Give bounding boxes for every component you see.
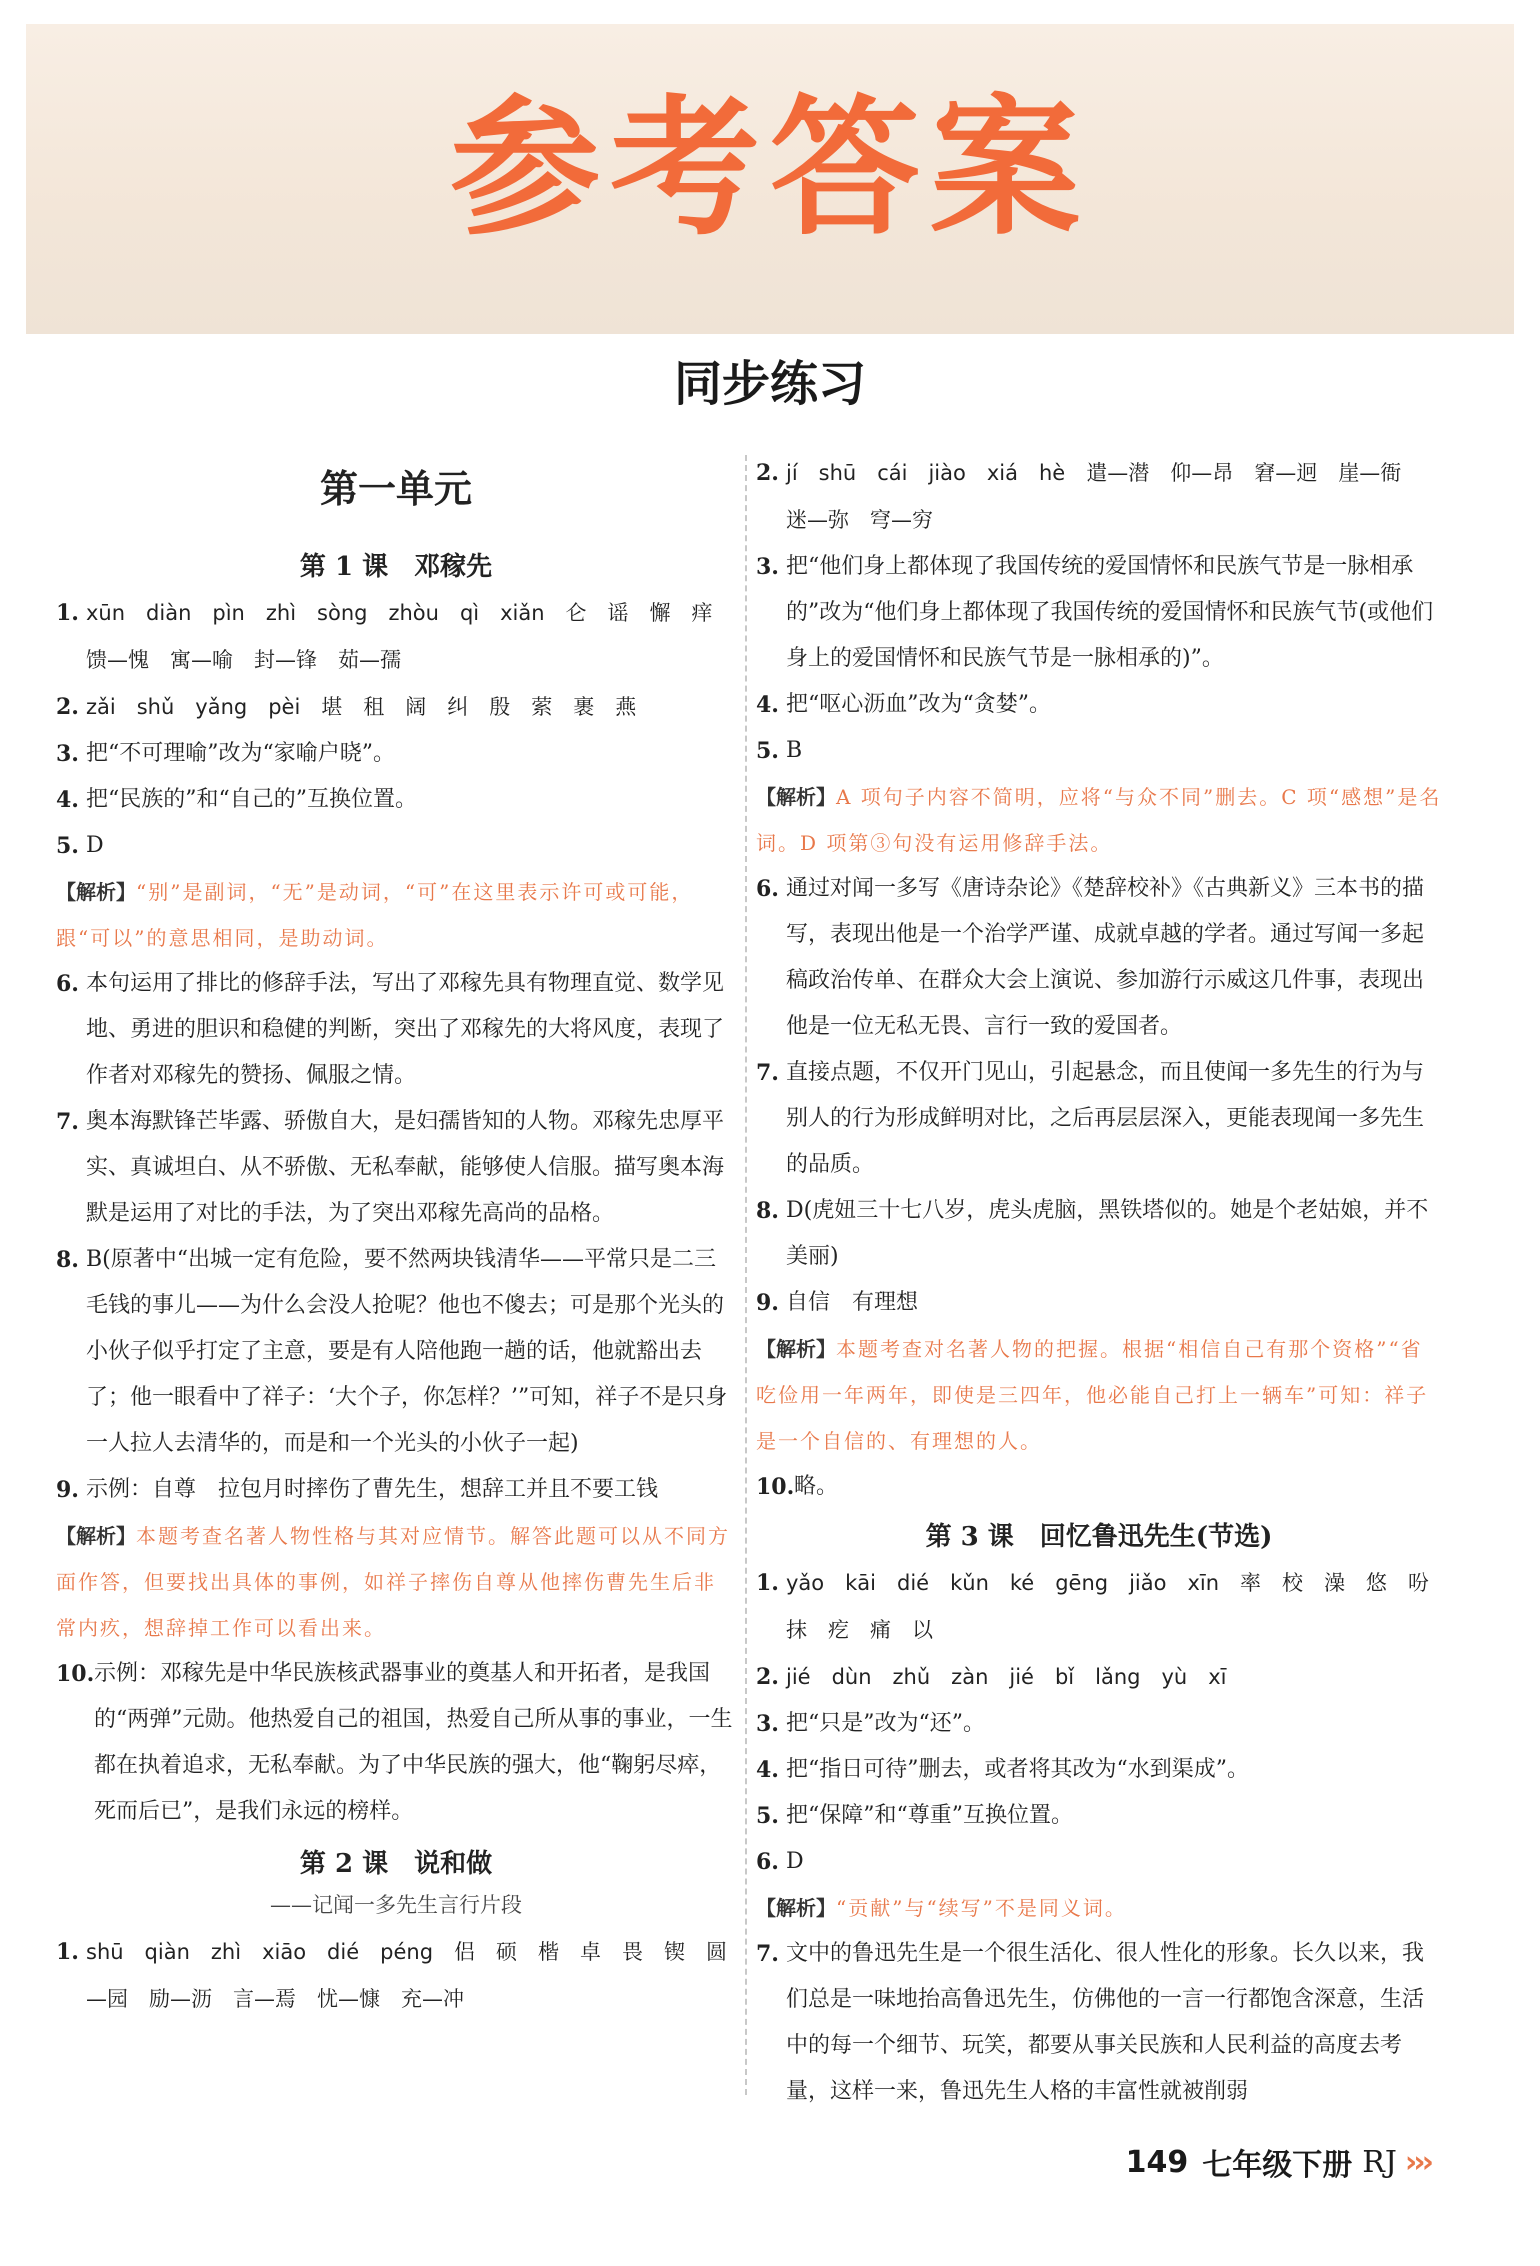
item-text: 本句运用了排比的修辞手法，写出了邓稼先具有物理直觉、数学见地、勇进的胆识和稳健的判断，突出了邓稼先的大将风度，表现了作者对邓稼先的赞扬、佩服之情。	[86, 971, 725, 1088]
right-column	[756, 450, 1451, 2115]
item-text: shū qiàn zhì xiāo dié péng 侣 硕 楷 卓 畏 锲 圆—园 励—沥 言—焉 忧—慷 充—冲	[86, 1940, 728, 2011]
section-title: 同步练习	[673, 356, 866, 412]
item-number: 6.	[756, 1849, 779, 1875]
answer-item	[756, 1654, 1442, 1701]
item-text: 把“保障”和“尊重”互换位置。	[786, 1803, 1073, 1828]
item-number: 2.	[56, 694, 79, 720]
answer-item	[56, 961, 736, 1099]
answer-item	[56, 777, 736, 823]
answer-item	[756, 866, 1442, 1050]
item-number: 9.	[756, 1290, 779, 1316]
answer-item	[56, 823, 736, 869]
item-number: 6.	[756, 876, 779, 902]
lesson-subtitle-2: ——记闻一多先生言行片段	[270, 1893, 522, 1917]
item-number: 8.	[756, 1198, 779, 1224]
answer-item	[756, 1839, 1442, 1885]
answer-item	[56, 1467, 736, 1513]
item-text: 自信 有理想	[786, 1290, 919, 1315]
answer-item	[756, 728, 1442, 774]
analysis-text: “贡献”与“续写”不是同义词。	[836, 1896, 1127, 1920]
item-text: D	[786, 1849, 804, 1874]
answer-item	[56, 684, 736, 731]
item-number: 7.	[756, 1941, 779, 1967]
analysis-text: 本题考查名著人物性格与其对应情节。解答此题可以从不同方面作答，但要找出具体的事例，如祥子摔伤自尊从他摔伤曹先生后非常内疚，想辞掉工作可以看出来。	[56, 1524, 730, 1640]
item-number: 1.	[56, 600, 79, 626]
item-text: 把“民族的”和“自己的”互换位置。	[86, 787, 417, 812]
item-number: 7.	[56, 1109, 79, 1135]
item-number: 4.	[756, 1757, 779, 1783]
item-number: 8.	[56, 1247, 79, 1273]
item-number: 5.	[56, 833, 79, 859]
item-number: 6.	[56, 971, 79, 997]
answer-item	[756, 1701, 1442, 1747]
item-text: 示例：自尊 拉包月时摔伤了曹先生，想辞工并且不要工钱	[86, 1477, 659, 1502]
lesson-title-1: 第 1 课 邓稼先	[299, 552, 493, 582]
item-text: yǎo kāi dié kǔn ké gēng jiǎo xīn 率 校 澡 悠 吩 抹 疙 痛 以	[786, 1571, 1451, 1642]
answer-item	[56, 1929, 736, 2023]
analysis-label: 【解析】	[756, 1896, 836, 1920]
item-number: 1.	[56, 1939, 79, 1965]
item-text: D(虎妞三十七八岁，虎头虎脑，黑铁塔似的。她是个老姑娘，并不美丽)	[786, 1198, 1429, 1269]
lesson-title-3: 第 3 课 回忆鲁迅先生(节选)	[925, 1522, 1273, 1552]
item-number: 3.	[56, 741, 79, 767]
analysis-text: A 项句子内容不简明，应将“与众不同”删去。C 项“感想”是名词。D 项第③句没有运用修辞手法。	[756, 785, 1442, 855]
item-number: 9.	[56, 1477, 79, 1503]
item-number: 5.	[756, 1803, 779, 1829]
item-number: 1.	[756, 1570, 779, 1596]
analysis-label: 【解析】	[756, 785, 836, 809]
item-text: 奥本海默锋芒毕露、骄傲自大，是妇孺皆知的人物。邓稼先忠厚平实、真诚坦白、从不骄傲、无私奉献，能够使人信服。描写奥本海默是运用了对比的手法，为了突出邓稼先高尚的品格。	[86, 1109, 725, 1226]
item-text: B	[786, 738, 803, 763]
analysis-note	[56, 869, 736, 961]
answer-item	[56, 1651, 736, 1835]
answer-item	[756, 682, 1442, 728]
answer-item	[56, 1237, 736, 1467]
item-number: 7.	[756, 1060, 779, 1086]
item-text: 示例：邓稼先是中华民族核武器事业的奠基人和开拓者，是我国的“两弹”元勋。他热爱自己的祖国，热爱自己所从事的事业，一生都在执着追求，无私奉献。为了中华民族的强大，他“鞠躬尽瘁，死而后已”，是我们永远的榜样。	[94, 1661, 733, 1824]
item-text: 把“只是”改为“还”。	[786, 1711, 985, 1736]
item-text: 把“呕心沥血”改为“贪婪”。	[786, 692, 1051, 717]
answer-item	[56, 1099, 736, 1237]
analysis-label: 【解析】	[56, 1524, 136, 1548]
lesson-title-2: 第 2 课 说和做	[299, 1849, 493, 1879]
item-number: 4.	[756, 692, 779, 718]
page-number: 149	[1125, 2144, 1189, 2180]
item-text: 文中的鲁迅先生是一个很生活化、很人性化的形象。长久以来，我们总是一味地抬高鲁迅先生，仿佛他的一言一行都饱含深意，生活中的每一个细节、玩笑，都要从事关民族和人民利益的高度去考量，这样一来，鲁迅先生人格的丰富性就被削弱	[786, 1941, 1425, 2104]
analysis-label: 【解析】	[56, 880, 136, 904]
answer-item	[756, 450, 1442, 544]
item-text: 把“指日可待”删去，或者将其改为“水到渠成”。	[786, 1757, 1249, 1782]
header-banner	[26, 24, 1514, 334]
item-text: jí shū cái jiào xiá hè 遣—潜 仰—昂 窘—迥 崖—衙 迷—弥 穹—穷	[786, 461, 1423, 532]
analysis-text: 本题考查对名著人物的把握。根据“相信自己有那个资格”“省吃俭用一年两年，即使是三四年，他必能自己打上一辆车”可知：祥子是一个自信的、有理想的人。	[756, 1337, 1429, 1453]
item-number: 2.	[756, 1664, 779, 1690]
column-divider	[745, 455, 747, 2095]
answer-item	[756, 544, 1442, 682]
item-text: 把“他们身上都体现了我国传统的爱国情怀和民族气节是一脉相承的”改为“他们身上都体现了我国传统的爱国情怀和民族气节(或他们身上的爱国情怀和民族气节是一脉相承的)”。	[786, 554, 1434, 671]
item-number: 10.	[56, 1661, 95, 1687]
banner-title: 参考答案	[449, 82, 1090, 256]
item-number: 10.	[756, 1474, 795, 1500]
item-text: 直接点题，不仅开门见山，引起悬念，而且使闻一多先生的行为与别人的行为形成鲜明对比，之后再层层深入，更能表现闻一多先生的品质。	[786, 1060, 1425, 1177]
item-text: 略。	[794, 1474, 839, 1499]
page-footer	[1126, 2140, 1430, 2184]
analysis-note	[56, 1513, 736, 1651]
left-column	[56, 450, 736, 2023]
item-number: 4.	[56, 787, 79, 813]
item-number: 5.	[756, 738, 779, 764]
item-number: 3.	[756, 1711, 779, 1737]
item-text: zǎi shǔ yǎng pèi 堪 租 阔 纠 殷 萦 裹 燕	[86, 695, 637, 719]
item-text: jié dùn zhǔ zàn jié bǐ lǎng yù xī	[786, 1665, 1227, 1689]
answer-item	[756, 1050, 1442, 1188]
item-text: xūn diàn pìn zhì sòng zhòu qì xiǎn 仑 谣 懈 痒 馈—愧 寓—喻 封—锋 茹—孺	[86, 601, 734, 672]
analysis-note	[756, 1326, 1442, 1464]
book-name: 七年级下册	[1202, 2148, 1353, 2183]
answer-item	[56, 731, 736, 777]
analysis-note	[756, 1885, 1442, 1931]
answer-item	[756, 1188, 1442, 1280]
analysis-label: 【解析】	[756, 1337, 836, 1361]
answer-item	[756, 1464, 1442, 1510]
chevron-right-icon: ›››	[1404, 2144, 1430, 2180]
item-text: B(原著中“出城一定有危险，要不然两块钱清华——平常只是二三毛钱的事儿——为什么会没人抢呢？他也不傻去；可是那个光头的小伙子似乎打定了主意，要是有人陪他跑一趟的话，他就豁出去了；他一眼看中了祥子：‘大个子，你怎样？’”可知，祥子不是只身一人拉人去清华的，而是和一个光头的小伙子一起)	[86, 1247, 728, 1456]
item-text: D	[86, 833, 104, 858]
answer-item	[756, 1747, 1442, 1793]
answer-item	[56, 590, 736, 684]
item-number: 2.	[756, 460, 779, 486]
answer-item	[756, 1280, 1442, 1326]
answer-item	[756, 1560, 1451, 1654]
answer-item	[756, 1793, 1442, 1839]
edition-label: RJ	[1362, 2144, 1397, 2180]
unit-title: 第一单元	[319, 466, 472, 511]
analysis-note	[756, 774, 1442, 866]
answer-item	[756, 1931, 1442, 2115]
item-text: 通过对闻一多写《唐诗杂论》《楚辞校补》《古典新义》三本书的描写，表现出他是一个治学严谨、成就卓越的学者。通过写闻一多起稿政治传单、在群众大会上演说、参加游行示威这几件事，表现出他是一位无私无畏、言行一致的爱国者。	[786, 876, 1425, 1039]
item-text: 把“不可理喻”改为“家喻户晓”。	[86, 741, 395, 766]
analysis-text: “别”是副词，“无”是动词，“可”在这里表示许可或可能，跟“可以”的意思相同，是助动词。	[56, 880, 694, 950]
item-number: 3.	[756, 554, 779, 580]
